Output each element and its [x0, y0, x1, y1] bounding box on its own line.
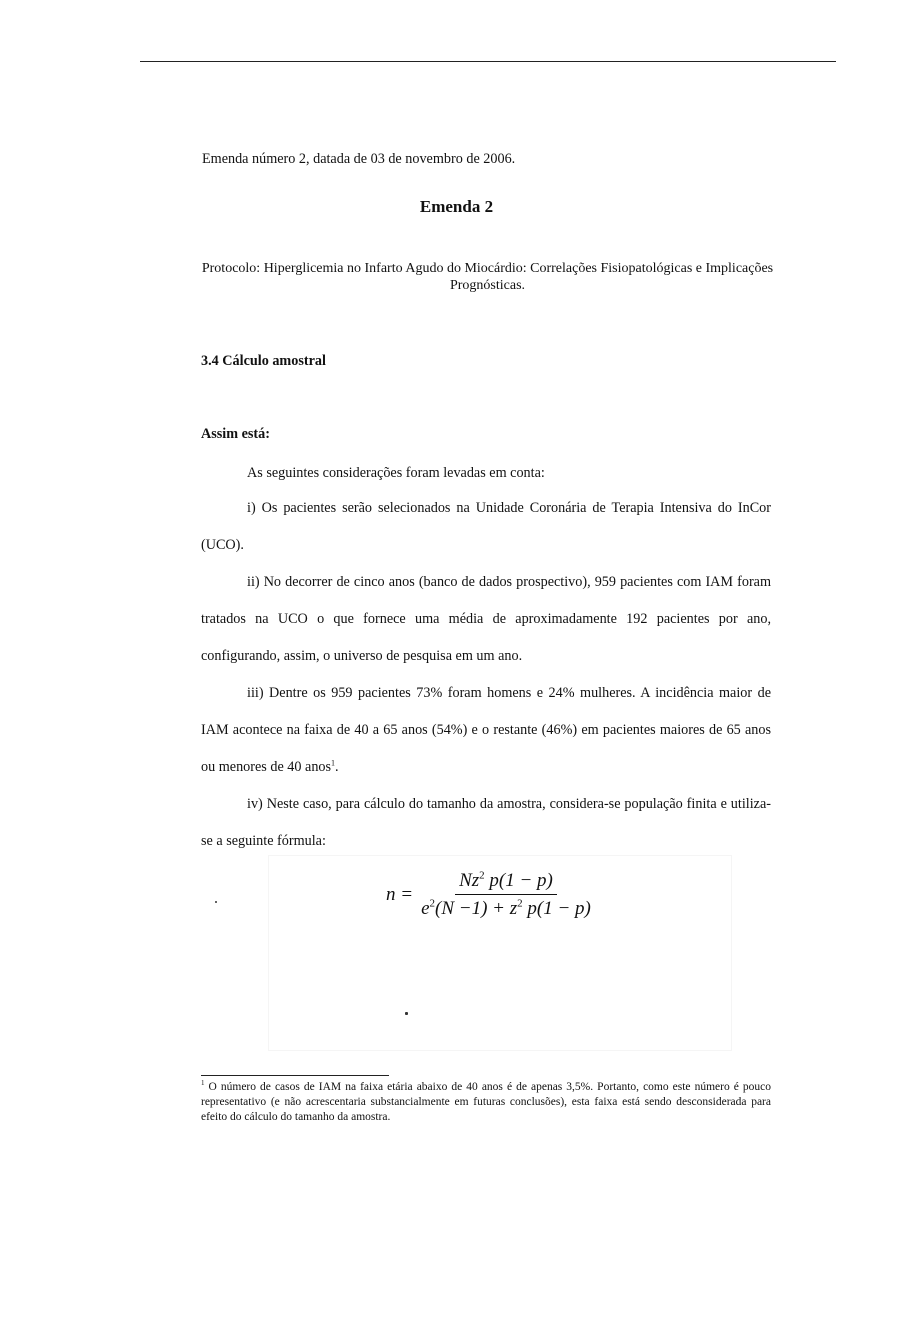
formula-denominator	[417, 895, 595, 920]
scan-speck	[215, 901, 217, 903]
paragraph-text: As seguintes considerações foram levadas em conta:	[247, 465, 545, 481]
num-part: p(1 − p)	[489, 870, 553, 891]
footnote-text: O número de casos de IAM na faixa etária abaixo de 40 anos é de apenas 3,5%. Portanto, como este número é pouco representativo (e não acrescentaria substancialmente em futuras conclusões), esta faixa está sendo desconsiderada para efeito do cálculo do tamanho da amostra.	[201, 1081, 771, 1123]
num-exp: 2	[479, 869, 485, 882]
paragraph-text: iii) Dentre os 959 pacientes 73% foram homens e 24% mulheres. A incidência maior de IAM acontece na faixa de 40 a 65 anos (54%) e o restante (46%) em pacientes maiores de 65 anos ou menores de 40 anos	[201, 685, 771, 775]
footnote	[201, 1080, 771, 1125]
formula-fraction	[417, 870, 595, 920]
paragraph-considerations	[201, 455, 771, 492]
paragraph-ii	[201, 564, 771, 675]
paragraph-i	[201, 490, 771, 564]
protocol-title: Protocolo: Hiperglicemia no Infarto Agudo do Miocárdio: Correlações Fisiopatológicas e Implicações Prognósticas.	[201, 261, 774, 293]
section-heading: 3.4 Cálculo amostral	[201, 353, 326, 369]
scan-speck	[405, 1012, 408, 1015]
header-rule	[140, 61, 836, 62]
footnote-marker: 1	[201, 1079, 205, 1088]
num-part: Nz	[459, 870, 480, 891]
formula-lhs: n =	[386, 884, 414, 905]
paragraph-text: iv) Neste caso, para cálculo do tamanho da amostra, considera-se população finita e utiliza-se a seguinte fórmula:	[201, 796, 771, 849]
formula-numerator	[455, 870, 557, 895]
den-exp: 2	[429, 897, 436, 910]
paragraph-iii	[201, 675, 771, 786]
page-title: Emenda 2	[419, 197, 494, 216]
den-exp: 2	[517, 897, 523, 910]
intro-line: Emenda número 2, datada de 03 de novembro de 2006.	[202, 151, 516, 167]
paragraph-iv	[201, 786, 771, 860]
assim-label: Assim está:	[201, 426, 270, 442]
paragraph-text: ii) No decorrer de cinco anos (banco de dados prospectivo), 959 pacientes com IAM foram tratados na UCO o que fornece uma média de aproximadamente 192 pacientes por ano, configurando, assim, o universo de pesquisa em um ano.	[201, 574, 771, 664]
paragraph-text: i) Os pacientes serão selecionados na Unidade Coronária de Terapia Intensiva do InCor (UCO).	[201, 500, 771, 553]
footnote-ref: 1	[331, 758, 336, 768]
paragraph-end: .	[335, 759, 339, 775]
footnote-rule	[201, 1075, 389, 1076]
sample-size-formula	[386, 870, 595, 920]
den-part: e	[421, 898, 430, 919]
den-part: (N −1) + z	[435, 898, 518, 919]
den-part: p(1 − p)	[527, 898, 591, 919]
